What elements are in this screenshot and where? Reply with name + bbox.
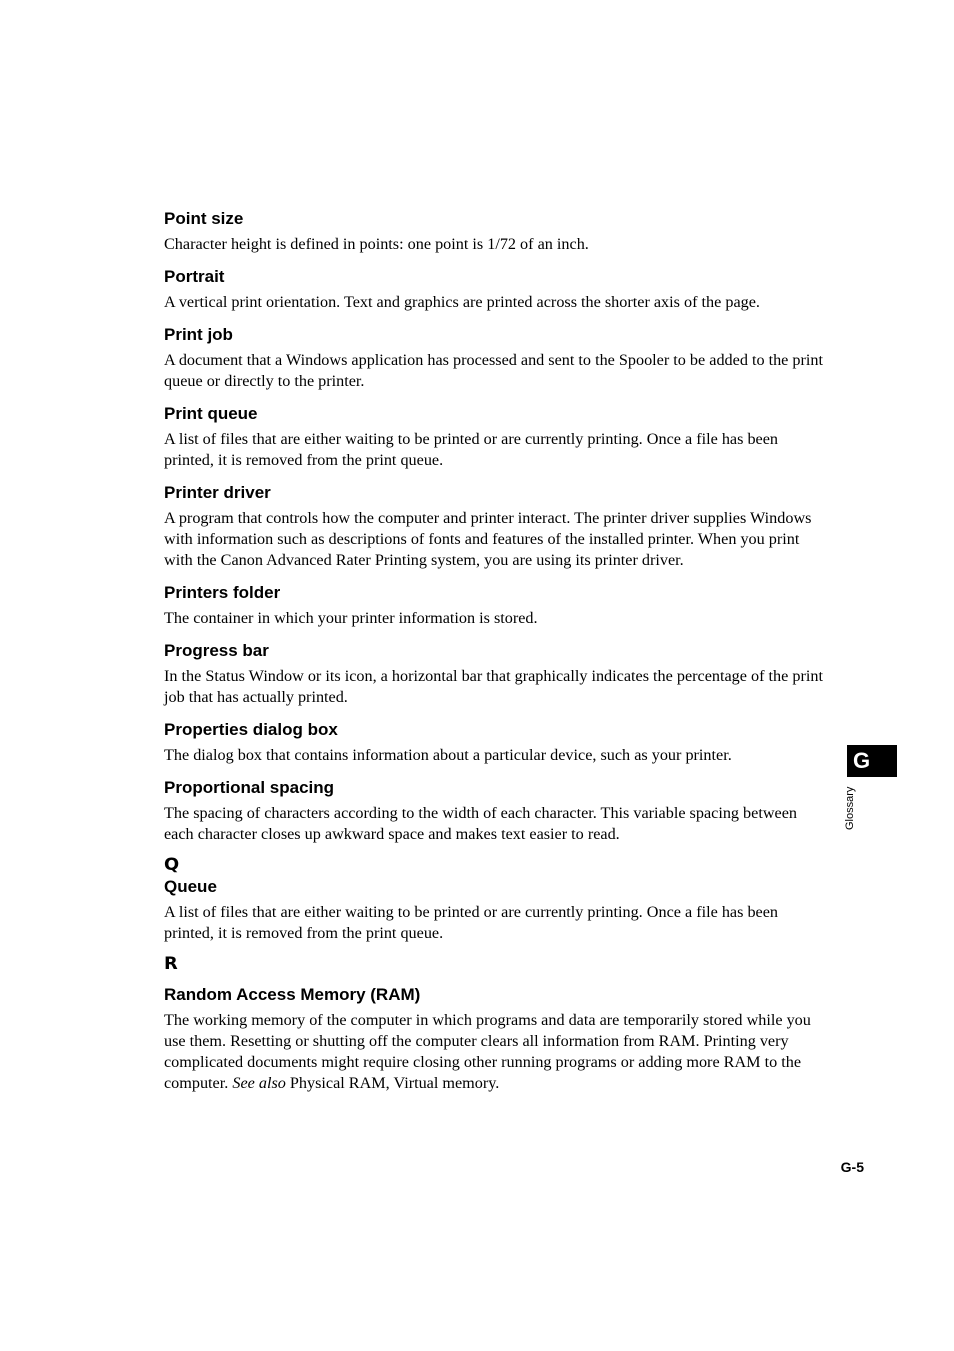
glossary-entry xyxy=(164,776,830,845)
glossary-definition: The container in which your printer information is stored. xyxy=(164,609,538,627)
glossary-content xyxy=(164,207,830,1094)
see-also-targets: Physical RAM, Virtual memory. xyxy=(289,1074,500,1092)
glossary-term: Printers folder xyxy=(164,583,281,602)
glossary-definition: A vertical print orientation. Text and graphics are printed across the shorter axis of the page. xyxy=(164,293,760,311)
page-number: G-5 xyxy=(840,1159,864,1175)
glossary-term: Progress bar xyxy=(164,641,269,660)
section-letter-q: Q xyxy=(164,855,180,875)
glossary-entry xyxy=(164,639,830,708)
glossary-term: Random Access Memory (RAM) xyxy=(164,985,421,1004)
chapter-tab-label-wrap xyxy=(843,780,859,834)
glossary-entry xyxy=(164,265,830,313)
glossary-definition xyxy=(164,1010,830,1094)
glossary-term: Print queue xyxy=(164,404,258,423)
glossary-definition: In the Status Window or its icon, a horizontal bar that graphically indicates the percentage of the print job that has actually printed. xyxy=(164,667,823,706)
chapter-tab-label: Glossary xyxy=(844,786,856,830)
glossary-definition: A program that controls how the computer and printer interact. The printer driver supplies Windows with information such as descriptions of fonts and features of the installed printer. When you print with the Canon Advanced Rater Printing system, you are using its printer driver. xyxy=(164,509,812,569)
glossary-definition: A list of files that are either waiting to be printed or are currently printing. Once a file has been printed, it is removed from the print queue. xyxy=(164,430,779,469)
chapter-tab-letter: G xyxy=(853,748,871,773)
glossary-entry xyxy=(164,581,830,629)
glossary-term: Portrait xyxy=(164,267,225,286)
glossary-entry xyxy=(164,481,830,571)
glossary-term: Print job xyxy=(164,325,233,344)
glossary-entry xyxy=(164,875,830,944)
see-also-label: See also xyxy=(232,1074,286,1092)
glossary-entry-ram xyxy=(164,983,830,1094)
glossary-entry xyxy=(164,207,830,255)
glossary-definition: A document that a Windows application has processed and sent to the Spooler to be added to the print queue or directly to the printer. xyxy=(164,351,823,390)
glossary-definition: A list of files that are either waiting to be printed or are currently printing. Once a file has been printed, it is removed from the print queue. xyxy=(164,903,779,942)
glossary-term: Properties dialog box xyxy=(164,720,338,739)
glossary-term: Point size xyxy=(164,209,244,228)
chapter-tab xyxy=(847,745,897,777)
glossary-term: Proportional spacing xyxy=(164,778,335,797)
glossary-entry xyxy=(164,718,830,766)
definition-text: The working memory of the computer in which programs and data are temporarily stored while you use them. Resetting or shutting off the computer clears all information from RAM. Printing very complicated documents might require closing other running programs or adding more RAM to the computer. xyxy=(164,1011,811,1092)
glossary-entry xyxy=(164,402,830,471)
glossary-section-q xyxy=(164,875,830,944)
section-letter-r: R xyxy=(164,954,178,974)
glossary-definition: Character height is defined in points: one point is 1/72 of an inch. xyxy=(164,235,589,253)
glossary-section-p xyxy=(164,207,830,845)
glossary-entry xyxy=(164,323,830,392)
glossary-definition: The spacing of characters according to the width of each character. This variable spacing between each character closes up awkward space and makes text easier to read. xyxy=(164,804,797,843)
glossary-term: Printer driver xyxy=(164,483,271,502)
glossary-term: Queue xyxy=(164,877,217,896)
glossary-definition: The dialog box that contains information about a particular device, such as your printer. xyxy=(164,746,732,764)
